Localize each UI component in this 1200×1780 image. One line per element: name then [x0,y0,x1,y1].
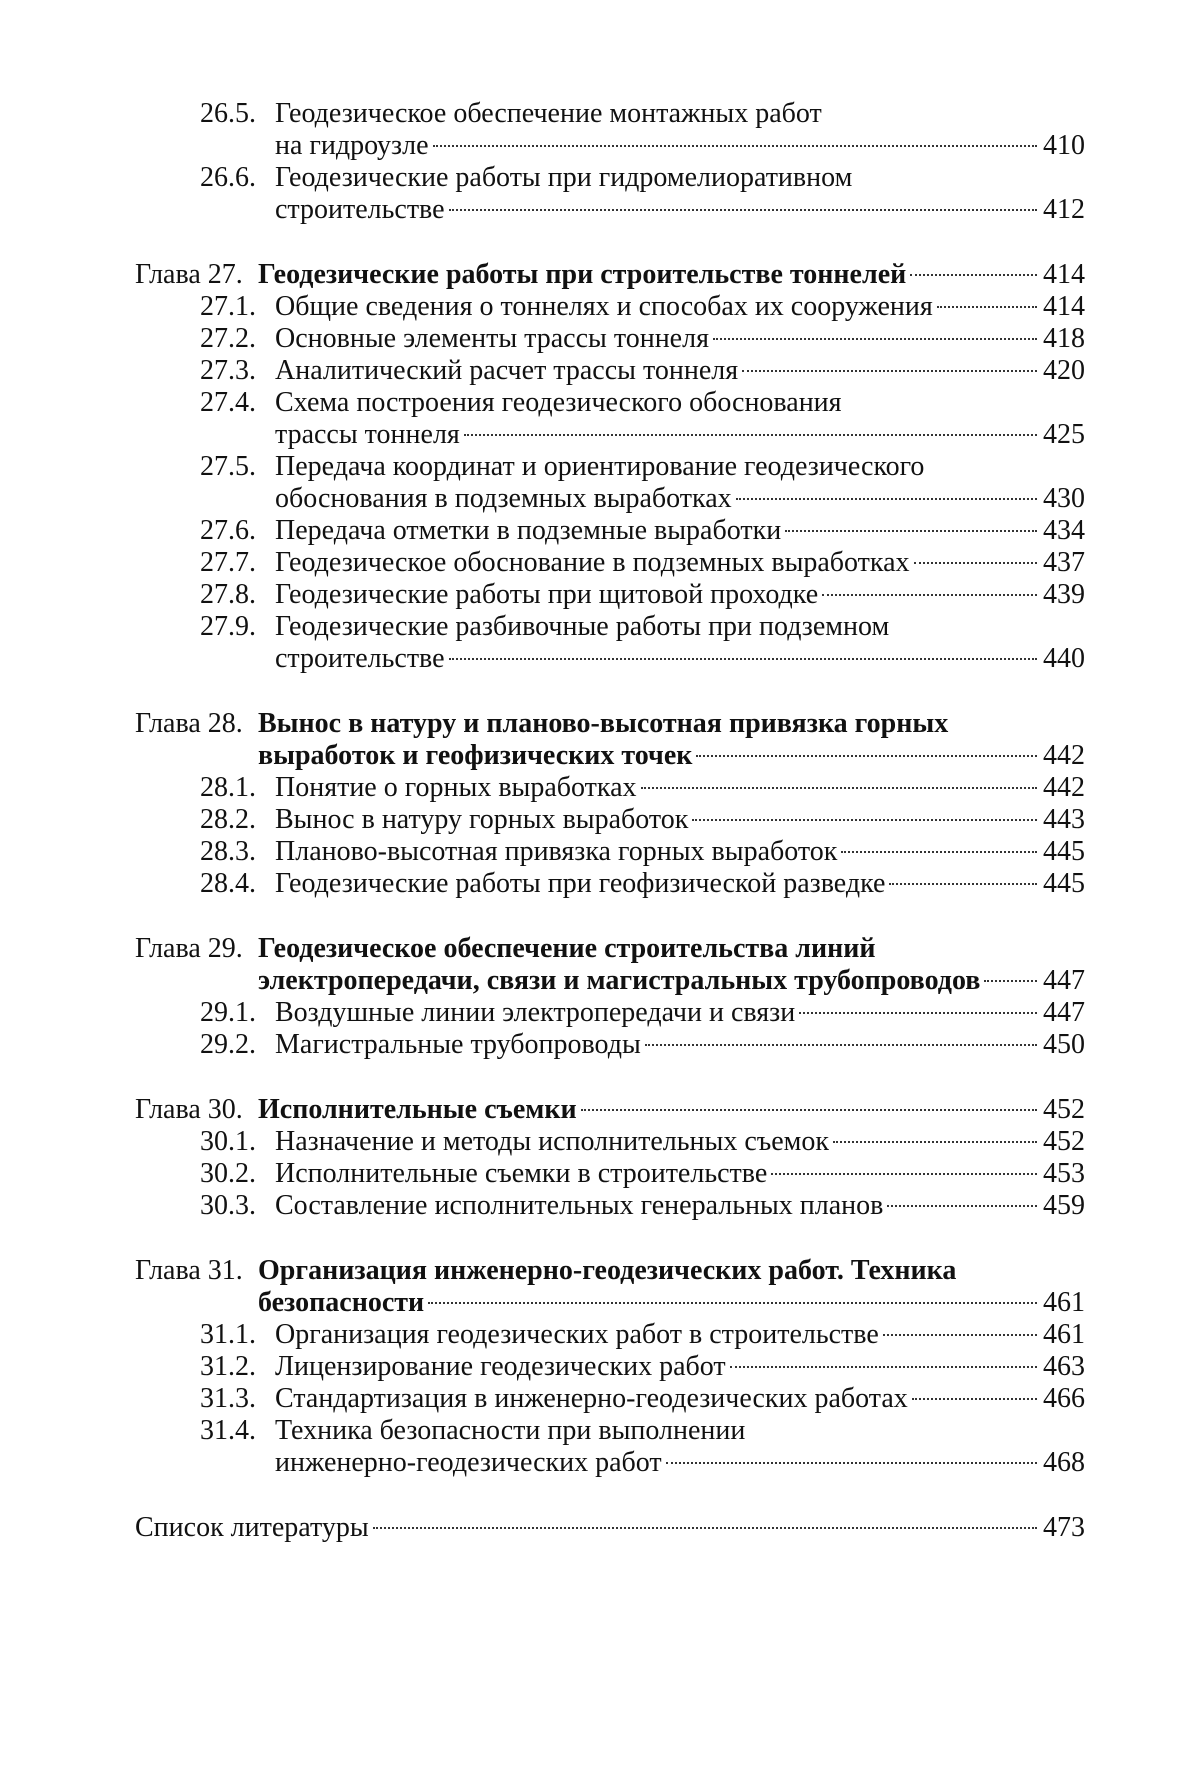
page-number: 445 [1043,868,1085,899]
section-number: 30.1. [200,1126,256,1157]
dot-leader [887,1205,1037,1207]
dot-leader [645,1044,1037,1046]
section-title: Аналитический расчет трассы тоннеля [275,355,739,386]
dot-leader [841,851,1037,853]
dot-leader [889,883,1037,885]
section-number: 29.2. [200,1029,256,1060]
chapter-title-continued: безопасности [258,1287,425,1318]
section-entry-continued [275,483,1085,515]
section-entry [200,868,1085,900]
chapter-heading-continued [258,740,1085,772]
chapter-heading [135,259,1085,291]
section-number: 26.6. [200,162,256,193]
dot-leader [822,594,1037,596]
page-number: 434 [1043,515,1085,546]
section-number: 27.3. [200,355,256,386]
section-entry [200,291,1085,323]
dot-leader [373,1527,1037,1529]
section-title: Техника безопасности при выполнении [275,1415,746,1446]
page-number: 420 [1043,355,1085,386]
dot-leader [433,145,1037,147]
bibliography-entry [135,1512,1085,1544]
dot-leader [428,1302,1037,1304]
dot-leader [696,755,1037,757]
page-number: 414 [1043,291,1085,322]
page-number: 418 [1043,323,1085,354]
dot-leader [984,980,1037,982]
page-number: 450 [1043,1029,1085,1060]
section-entry-continued [275,194,1085,226]
section-entry [200,611,1085,643]
section-entry [200,1190,1085,1222]
dot-leader [736,498,1037,500]
page-number: 452 [1043,1126,1085,1157]
chapter-number: Глава 31. [135,1255,243,1286]
page-number: 463 [1043,1351,1085,1382]
section-entry [200,1029,1085,1061]
section-number: 31.3. [200,1383,256,1414]
section-title-continued: обоснования в подземных выработках [275,483,732,514]
page-number: 437 [1043,547,1085,578]
section-title: Лицензирование геодезических работ [275,1351,726,1382]
section-title: Планово-высотная привязка горных выработок [275,836,838,867]
chapter-title: Геодезические работы при строительстве тоннелей [258,259,907,290]
section-title: Схема построения геодезического обоснования [275,387,842,418]
section-title: Геодезические работы при геофизической разведке [275,868,886,899]
page-number: 414 [1043,259,1085,290]
section-title: Геодезические работы при щитовой проходке [275,579,819,610]
section-title: Общие сведения о тоннелях и способах их сооружения [275,291,933,322]
section-number: 30.3. [200,1190,256,1221]
section-entry-continued [275,130,1085,162]
section-title-continued: трассы тоннеля [275,419,460,450]
chapter-number: Глава 30. [135,1094,243,1125]
section-entry-continued [275,643,1085,675]
section-title: Воздушные линии электропередачи и связи [275,997,796,1028]
page-number: 440 [1043,643,1085,674]
chapter-heading [135,708,1085,740]
section-title: Составление исполнительных генеральных планов [275,1190,884,1221]
section-title: Организация геодезических работ в строительстве [275,1319,879,1350]
page-number: 442 [1043,740,1085,771]
section-title: Вынос в натуру горных выработок [275,804,689,835]
dot-leader [912,1398,1037,1400]
section-number: 28.3. [200,836,256,867]
section-entry [200,547,1085,579]
page-number: 473 [1043,1512,1085,1543]
dot-leader [937,306,1037,308]
section-number: 27.9. [200,611,256,642]
chapter-number: Глава 27. [135,259,243,290]
section-number: 27.2. [200,323,256,354]
section-entry [200,323,1085,355]
section-title: Геодезические разбивочные работы при подземном [275,611,890,642]
page-number: 466 [1043,1383,1085,1414]
section-title: Геодезические работы при гидромелиоративном [275,162,853,193]
dot-leader [771,1173,1037,1175]
section-number: 28.4. [200,868,256,899]
page-number: 439 [1043,579,1085,610]
dot-leader [910,274,1037,276]
page-number: 447 [1043,965,1085,996]
dot-leader [641,787,1038,789]
dot-leader [713,338,1037,340]
bibliography-title: Список литературы [135,1512,369,1543]
page-number: 430 [1043,483,1085,514]
section-number: 30.2. [200,1158,256,1189]
section-title: Передача отметки в подземные выработки [275,515,782,546]
section-number: 28.2. [200,804,256,835]
chapter-heading-continued [258,965,1085,997]
section-number: 27.5. [200,451,256,482]
chapter-title: Вынос в натуру и планово-высотная привязка горных [258,708,949,739]
chapter-title: Исполнительные съемки [258,1094,577,1125]
page-number: 447 [1043,997,1085,1028]
section-entry [200,1351,1085,1383]
dot-leader [742,370,1037,372]
page-number: 461 [1043,1319,1085,1350]
section-number: 28.1. [200,772,256,803]
section-entry [200,1319,1085,1351]
section-entry [200,1383,1085,1415]
chapter-title-continued: выработок и геофизических точек [258,740,693,771]
dot-leader [799,1012,1037,1014]
section-number: 31.2. [200,1351,256,1382]
section-entry [200,1126,1085,1158]
section-title: Передача координат и ориентирование геодезического [275,451,925,482]
dot-leader [914,562,1037,564]
chapter-title: Геодезическое обеспечение строительства линий [258,933,876,964]
section-entry [200,772,1085,804]
page-number: 461 [1043,1287,1085,1318]
section-title: Магистральные трубопроводы [275,1029,641,1060]
chapter-heading-continued [258,1287,1085,1319]
section-number: 27.1. [200,291,256,322]
chapter-heading [135,1094,1085,1126]
section-entry [200,836,1085,868]
dot-leader [464,434,1037,436]
dot-leader [730,1366,1037,1368]
page-number: 453 [1043,1158,1085,1189]
section-title: Геодезическое обоснование в подземных выработках [275,547,910,578]
section-title: Основные элементы трассы тоннеля [275,323,709,354]
section-entry [200,355,1085,387]
dot-leader [692,819,1037,821]
section-entry [200,451,1085,483]
section-title: Стандартизация в инженерно-геодезических работах [275,1383,908,1414]
dot-leader [449,209,1037,211]
section-entry [200,997,1085,1029]
section-number: 31.4. [200,1415,256,1446]
page-number: 443 [1043,804,1085,835]
chapter-number: Глава 28. [135,708,243,739]
section-title: Понятие о горных выработках [275,772,637,803]
section-entry [200,1158,1085,1190]
page-number: 452 [1043,1094,1085,1125]
section-title: Исполнительные съемки в строительстве [275,1158,768,1189]
section-entry-continued [275,1447,1085,1479]
page-number: 412 [1043,194,1085,225]
section-title-continued: инженерно-геодезических работ [275,1447,662,1478]
page-number: 410 [1043,130,1085,161]
page-number: 459 [1043,1190,1085,1221]
section-title: Назначение и методы исполнительных съемок [275,1126,829,1157]
section-entry [200,1415,1085,1447]
section-title-continued: строительстве [275,643,445,674]
dot-leader [449,658,1037,660]
page-number: 468 [1043,1447,1085,1478]
section-number: 26.5. [200,98,256,129]
section-number: 27.8. [200,579,256,610]
section-number: 27.6. [200,515,256,546]
section-number: 29.1. [200,997,256,1028]
section-number: 27.4. [200,387,256,418]
section-entry [200,804,1085,836]
dot-leader [666,1462,1037,1464]
section-number: 27.7. [200,547,256,578]
section-entry [200,162,1085,194]
section-number: 31.1. [200,1319,256,1350]
section-entry [200,98,1085,130]
section-entry [200,515,1085,547]
dot-leader [833,1141,1037,1143]
dot-leader [883,1334,1037,1336]
chapter-heading [135,933,1085,965]
page-number: 442 [1043,772,1085,803]
dot-leader [581,1109,1037,1111]
page-number: 445 [1043,836,1085,867]
dot-leader [785,530,1037,532]
section-entry [200,579,1085,611]
chapter-number: Глава 29. [135,933,243,964]
chapter-title: Организация инженерно-геодезических работ. Техника [258,1255,957,1286]
section-title: Геодезическое обеспечение монтажных работ [275,98,822,129]
section-entry [200,387,1085,419]
section-entry-continued [275,419,1085,451]
chapter-heading [135,1255,1085,1287]
page-number: 425 [1043,419,1085,450]
section-title-continued: на гидроузле [275,130,429,161]
chapter-title-continued: электропередачи, связи и магистральных трубопроводов [258,965,981,996]
section-title-continued: строительстве [275,194,445,225]
